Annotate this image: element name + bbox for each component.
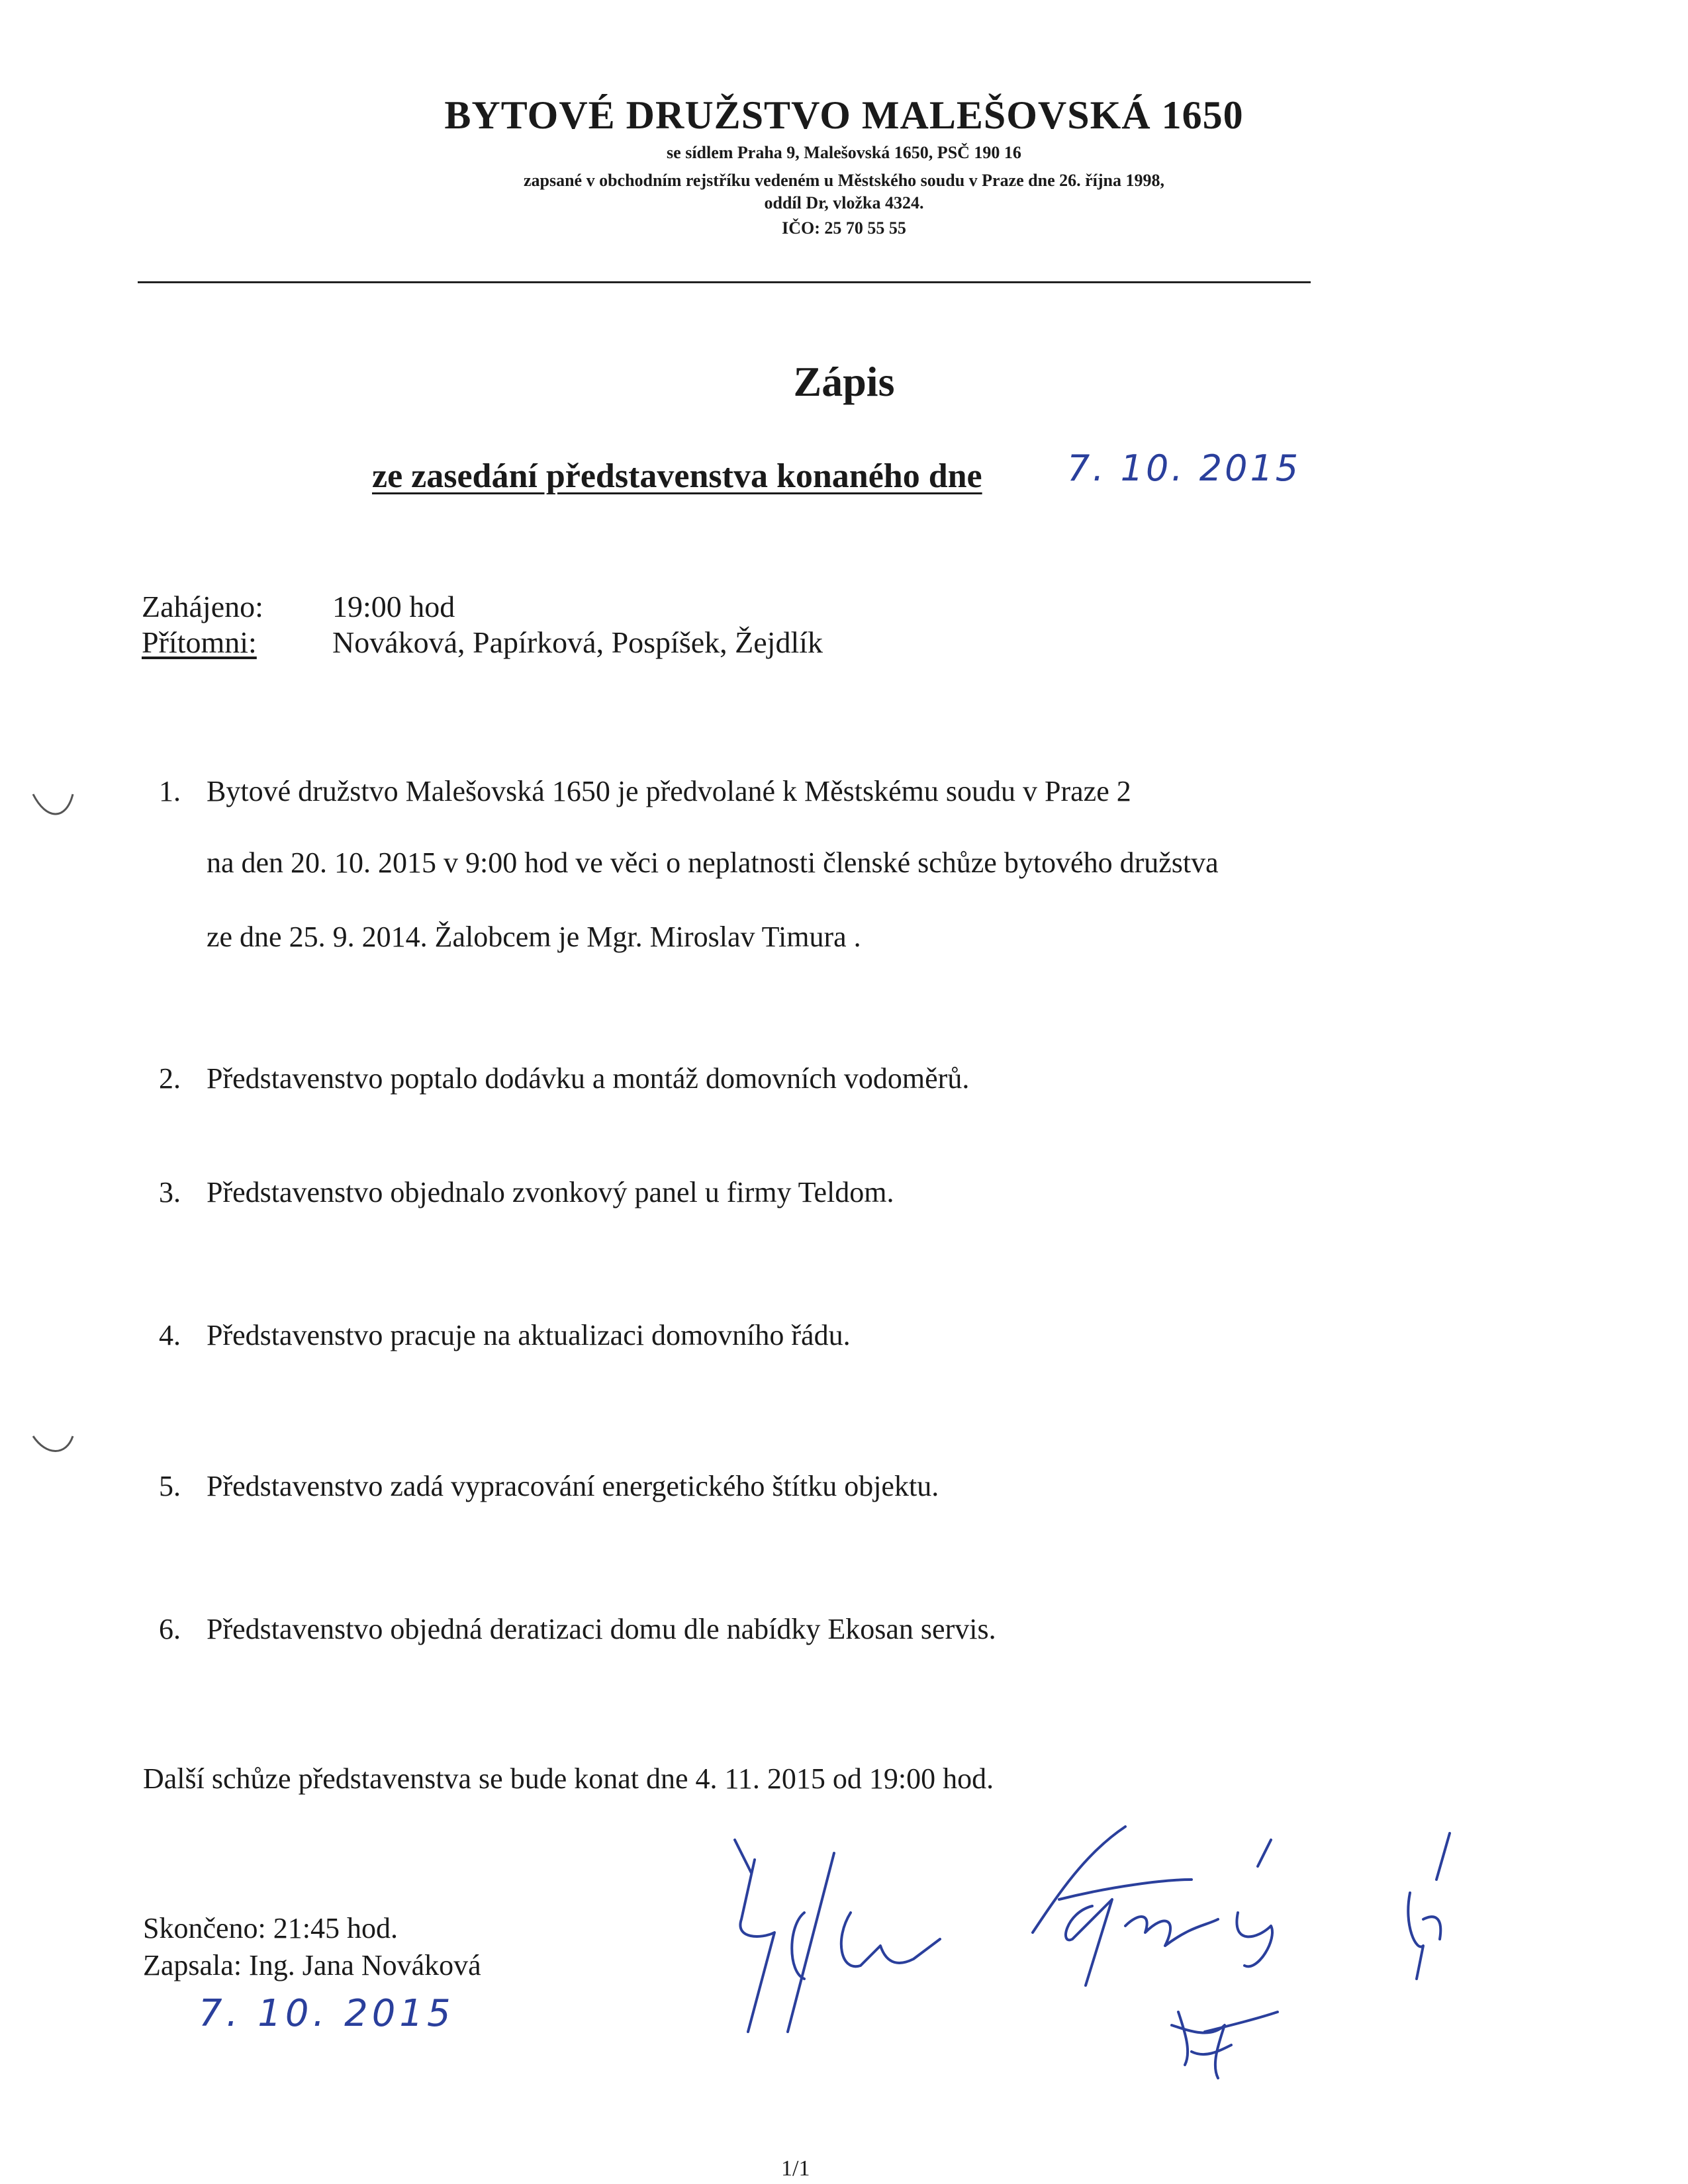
item-number: 3. [159, 1176, 181, 1208]
signatures [662, 1813, 1589, 2091]
item-number: 6. [159, 1613, 181, 1645]
item-text: Představenstvo poptalo dodávku a montáž domovních vodoměrů. [207, 1062, 970, 1095]
signature-1 [735, 1840, 940, 2032]
item-text: ze dne 25. 9. 2014. Žalobcem je Mgr. Miroslav Timura . [207, 921, 861, 953]
item-number: 5. [159, 1470, 181, 1502]
recorded-by: Zapsala: Ing. Jana Nováková [143, 1949, 481, 1981]
header-seat: se sídlem Praha 9, Malešovská 1650, PSČ 190 16 [667, 143, 1021, 162]
punch-hole-mark [26, 781, 79, 834]
start-label: Zahájeno: [142, 590, 263, 623]
document-subtitle [372, 447, 1301, 496]
signature-4 [1172, 2012, 1278, 2078]
item-text: Představenstvo pracuje na aktualizaci domovního řádu. [207, 1319, 851, 1351]
item-number: 4. [159, 1319, 181, 1351]
organization-name: BYTOVÉ DRUŽSTVO MALEŠOVSKÁ 1650 [444, 93, 1244, 137]
header-registry-line-1: zapsané v obchodním rejstříku vedeném u Městského soudu v Praze dne 26. října 1998, [523, 171, 1165, 190]
ended-time: Skončeno: 21:45 hod. [143, 1912, 398, 1944]
header-registry-line-2: oddíl Dr, vložka 4324. [764, 193, 924, 212]
signature-3 [1408, 1833, 1450, 1979]
header-divider [138, 281, 1311, 283]
present-value: Nováková, Papírková, Pospíšek, Žejdlík [332, 625, 823, 659]
subtitle-handwritten-date: 7. 10. 2015 [1067, 447, 1301, 489]
present-label: Přítomni: [142, 625, 257, 659]
item-number: 2. [159, 1062, 181, 1095]
subtitle-text: ze zasedání představenstva konaného dne [372, 457, 982, 495]
item-text: Představenstvo objedná deratizaci domu dle nabídky Ekosan servis. [207, 1613, 996, 1645]
signature-2 [1033, 1827, 1272, 1985]
page-number: 1/1 [781, 2156, 810, 2181]
item-text: Představenstvo objednalo zvonkový panel u firmy Teldom. [207, 1176, 894, 1208]
punch-hole-mark [26, 1423, 79, 1476]
handwritten-sign-date: 7. 10. 2015 [199, 1992, 455, 2035]
start-value: 19:00 hod [332, 590, 455, 623]
document-title: Zápis [793, 358, 895, 405]
next-meeting-note: Další schůze představenstva se bude konat dne 4. 11. 2015 od 19:00 hod. [143, 1762, 994, 1795]
item-text: Představenstvo zadá vypracování energetického štítku objektu. [207, 1470, 939, 1502]
header-ico: IČO: 25 70 55 55 [782, 218, 906, 238]
item-number: 1. [159, 775, 181, 807]
item-text: na den 20. 10. 2015 v 9:00 hod ve věci o neplatnosti členské schůze bytového družstva [207, 846, 1219, 879]
item-text: Bytové družstvo Malešovská 1650 je předvolané k Městskému soudu v Praze 2 [207, 775, 1131, 807]
